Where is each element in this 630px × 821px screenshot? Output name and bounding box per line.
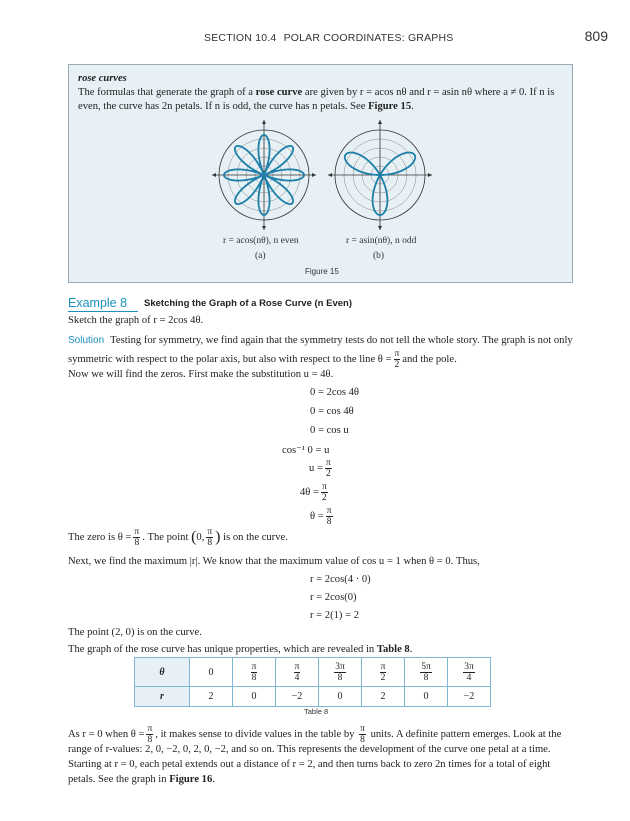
fraction: $\frac{\pi}{2}$ bbox=[394, 349, 400, 370]
box-text: The formulas that generate the graph of a rose curve are given by r = acos nθ and r = asin nθ where a ≠ 0. If n is even, the curve has 2n petals. If n is odd, the curve has n petals. See Figure 15. bbox=[78, 87, 555, 112]
example-prompt: Sketch the graph of r = 2cos 4θ. bbox=[68, 315, 204, 326]
theta-cell: $\frac{\pi}{2}$ bbox=[362, 658, 405, 687]
zero-step-5: u = $\frac{\pi}{2}$ bbox=[309, 458, 331, 479]
theta-cell: $\frac{\pi}{4}$ bbox=[276, 658, 319, 687]
example-label: Example 8 bbox=[68, 296, 128, 310]
rose-graph-b bbox=[328, 119, 432, 231]
page-number: 809 bbox=[584, 28, 608, 44]
theta-header: θ bbox=[135, 658, 190, 687]
graph-a-tag: (a) bbox=[255, 251, 266, 261]
max-step-2: r = 2cos(0) bbox=[310, 592, 357, 603]
rose-graph-a bbox=[212, 119, 316, 231]
theta-row bbox=[135, 658, 491, 687]
r-cell: 0 bbox=[233, 687, 276, 707]
r-cell: 0 bbox=[319, 687, 362, 707]
r-cell: −2 bbox=[448, 687, 491, 707]
table-8 bbox=[134, 657, 491, 707]
figure-15-caption: Figure 15 bbox=[305, 267, 339, 276]
figure-16-ref: Figure 16 bbox=[169, 774, 213, 785]
example-underline bbox=[68, 311, 138, 312]
max-intro: Next, we find the maximum |r|. We know that the maximum value of cos u = 1 when θ = 0. Thus, bbox=[68, 556, 480, 567]
theta-cell: $\frac{\pi}{8}$ bbox=[233, 658, 276, 687]
theta-cell: $\frac{3\pi}{8}$ bbox=[319, 658, 362, 687]
solution-line-2: symmetric with respect to the polar axis, but also with respect to the line θ = $\frac{\pi}{2}$ and the pole. bbox=[68, 349, 457, 370]
zero-step-2: 0 = cos 4θ bbox=[310, 406, 354, 417]
zero-step-7: θ = $\frac{\pi}{8}$ bbox=[310, 506, 332, 527]
zero-step-1: 0 = 2cos 4θ bbox=[310, 387, 360, 398]
r-cell: 0 bbox=[405, 687, 448, 707]
solution-line-1: Solution Testing for symmetry, we find again that the symmetry tests do not tell the whole story. The graph is not only bbox=[68, 335, 573, 346]
closing-line-2: range of r-values: 2, 0, −2, 0, 2, 0, −2, and so on. This represents the development of the curve one petal at a time. bbox=[68, 744, 551, 755]
closing-line-3: Starting at r = 0, each petal extends out a distance of r = 2, and then turns back to zero 2n times for a total of eight bbox=[68, 759, 551, 770]
closing-line-4: petals. See the graph in Figure 16. bbox=[68, 774, 215, 785]
closing-line-1: As r = 0 when θ = $\frac{\pi}{8}$ , it makes sense to divide values in the table by $\frac{\pi}{8}$ units. A definite pattern emerges. Look at the bbox=[68, 724, 562, 745]
zero-statement: The zero is θ = $\frac{\pi}{8}$ . The point (0, $\frac{\pi}{8}$ ) is on the curve. bbox=[68, 527, 288, 548]
max-step-1: r = 2cos(4 · 0) bbox=[310, 574, 371, 585]
bold-term: rose curve bbox=[255, 87, 303, 98]
figure-15-ref: Figure 15 bbox=[368, 100, 412, 112]
zero-step-4: cos⁻¹ 0 = u bbox=[282, 445, 330, 456]
graph-b-tag: (b) bbox=[373, 251, 385, 261]
graph-a-label: r = acos(nθ), n even bbox=[223, 236, 299, 246]
point-on-curve: The point (2, 0) is on the curve. bbox=[68, 627, 202, 638]
running-header bbox=[204, 32, 453, 44]
theta-cell: $\frac{3\pi}{4}$ bbox=[448, 658, 491, 687]
r-row bbox=[135, 687, 491, 707]
table-intro: The graph of the rose curve has unique properties, which are revealed in Table 8. bbox=[68, 644, 413, 655]
r-cell: 2 bbox=[362, 687, 405, 707]
example-title: Sketching the Graph of a Rose Curve (n Even) bbox=[144, 298, 352, 309]
zeros-intro: Now we will find the zeros. First make the substitution u = 4θ. bbox=[68, 369, 334, 380]
zero-step-6: 4θ = $\frac{\pi}{2}$ bbox=[300, 482, 327, 503]
table-8-ref: Table 8 bbox=[376, 644, 410, 655]
header-section: SECTION 10.4 bbox=[204, 32, 277, 44]
graph-b-label: r = asin(nθ), n odd bbox=[346, 236, 417, 246]
r-header: r bbox=[135, 687, 190, 707]
max-step-3: r = 2(1) = 2 bbox=[310, 610, 360, 621]
theta-cell: $\frac{5\pi}{8}$ bbox=[405, 658, 448, 687]
r-cell: −2 bbox=[276, 687, 319, 707]
theta-cell: 0 bbox=[190, 658, 233, 687]
box-title: rose curves bbox=[78, 73, 127, 84]
solution-label: Solution bbox=[68, 335, 105, 346]
rose-curves-box bbox=[68, 64, 573, 283]
table-8-caption: Table 8 bbox=[304, 707, 329, 716]
header-title: POLAR COORDINATES: GRAPHS bbox=[283, 32, 454, 44]
r-cell: 2 bbox=[190, 687, 233, 707]
zero-step-3: 0 = cos u bbox=[310, 425, 349, 436]
